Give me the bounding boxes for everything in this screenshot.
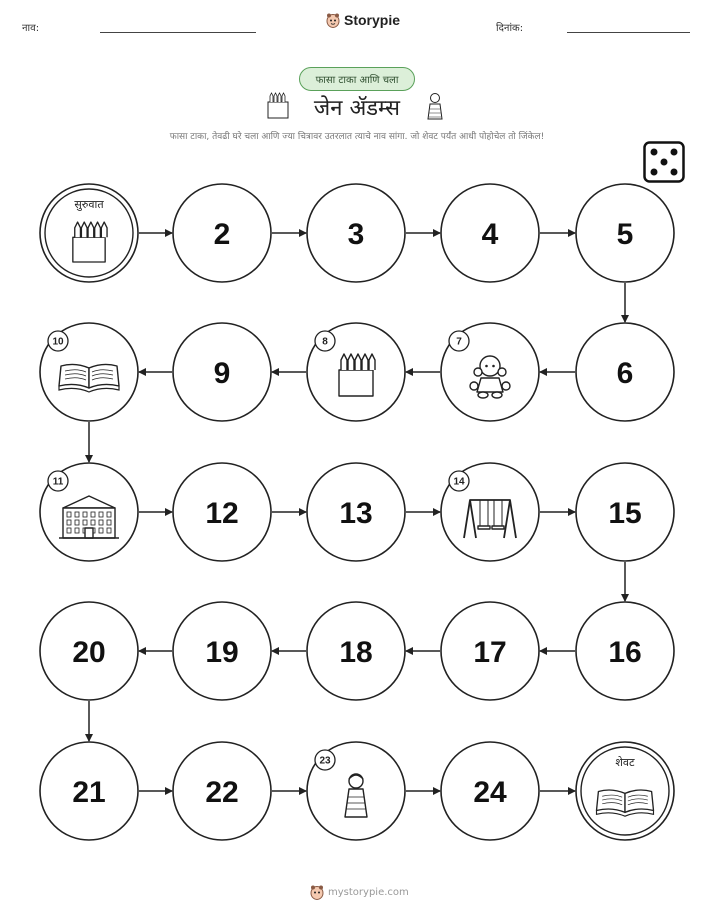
cell-number: 16	[608, 636, 642, 669]
cell-number: 22	[205, 776, 239, 809]
finish-cell	[576, 742, 674, 840]
start-label: सुरुवात	[74, 198, 104, 211]
board-cell	[576, 463, 674, 561]
board-cell	[40, 602, 138, 700]
board-cell	[173, 323, 271, 421]
board-cell	[307, 184, 405, 282]
footer-site: mystorypie.com	[328, 886, 409, 898]
board-cell	[307, 463, 405, 561]
cell-number: 6	[616, 357, 634, 390]
crayons-icon	[73, 222, 107, 262]
cell-number: 9	[213, 357, 231, 390]
cell-number: 3	[347, 218, 365, 251]
cell-number: 2	[213, 218, 231, 251]
board-cell	[441, 184, 539, 282]
footer	[310, 884, 409, 900]
cell-number: 21	[72, 776, 106, 809]
board-cell	[576, 323, 674, 421]
cell-number: 19	[205, 636, 239, 669]
game-instructions: फासा टाका, तेवढी घरे चला आणि ज्या चित्रावर उतरलात त्याचे नाव सांगा. जो शेवट पर्यंत आधी पोहोचेल तो जिंकेल!	[169, 132, 545, 142]
cell-number: 4	[481, 218, 499, 251]
cell-number: 5	[616, 218, 634, 251]
cell-number: 15	[608, 497, 642, 530]
cell-number: 13	[339, 497, 373, 530]
cell-number: 14	[453, 476, 465, 488]
brand-name: Storypie	[344, 12, 401, 28]
cell-number: 18	[339, 636, 373, 669]
board-cell	[173, 463, 271, 561]
board-cell	[441, 463, 539, 561]
crayons-icon	[339, 354, 375, 396]
board-cell	[173, 742, 271, 840]
cell-number: 20	[72, 636, 106, 669]
board-cell	[173, 184, 271, 282]
game-tag-pill: फासा टाका आणि चला	[299, 67, 415, 91]
board-cell	[441, 742, 539, 840]
cell-number: 8	[322, 336, 328, 348]
board-cell	[576, 602, 674, 700]
cell-number: 12	[205, 497, 239, 530]
board-cell	[307, 602, 405, 700]
name-label: नाव:	[22, 23, 40, 34]
storypie-mascot-icon	[310, 884, 324, 900]
date-label: दिनांक:	[496, 23, 524, 34]
board-cell	[576, 184, 674, 282]
cell-number: 11	[52, 476, 64, 488]
cell-number: 17	[473, 636, 507, 669]
board-cell	[441, 602, 539, 700]
board-cell	[173, 602, 271, 700]
cell-number: 23	[319, 755, 331, 767]
board-cell	[40, 742, 138, 840]
cell-number: 10	[52, 336, 64, 348]
finish-label: शेवट	[615, 756, 635, 769]
game-title: जेन ॲडम्स	[313, 96, 401, 121]
cell-number: 24	[473, 776, 507, 809]
cell-number: 7	[456, 336, 462, 348]
